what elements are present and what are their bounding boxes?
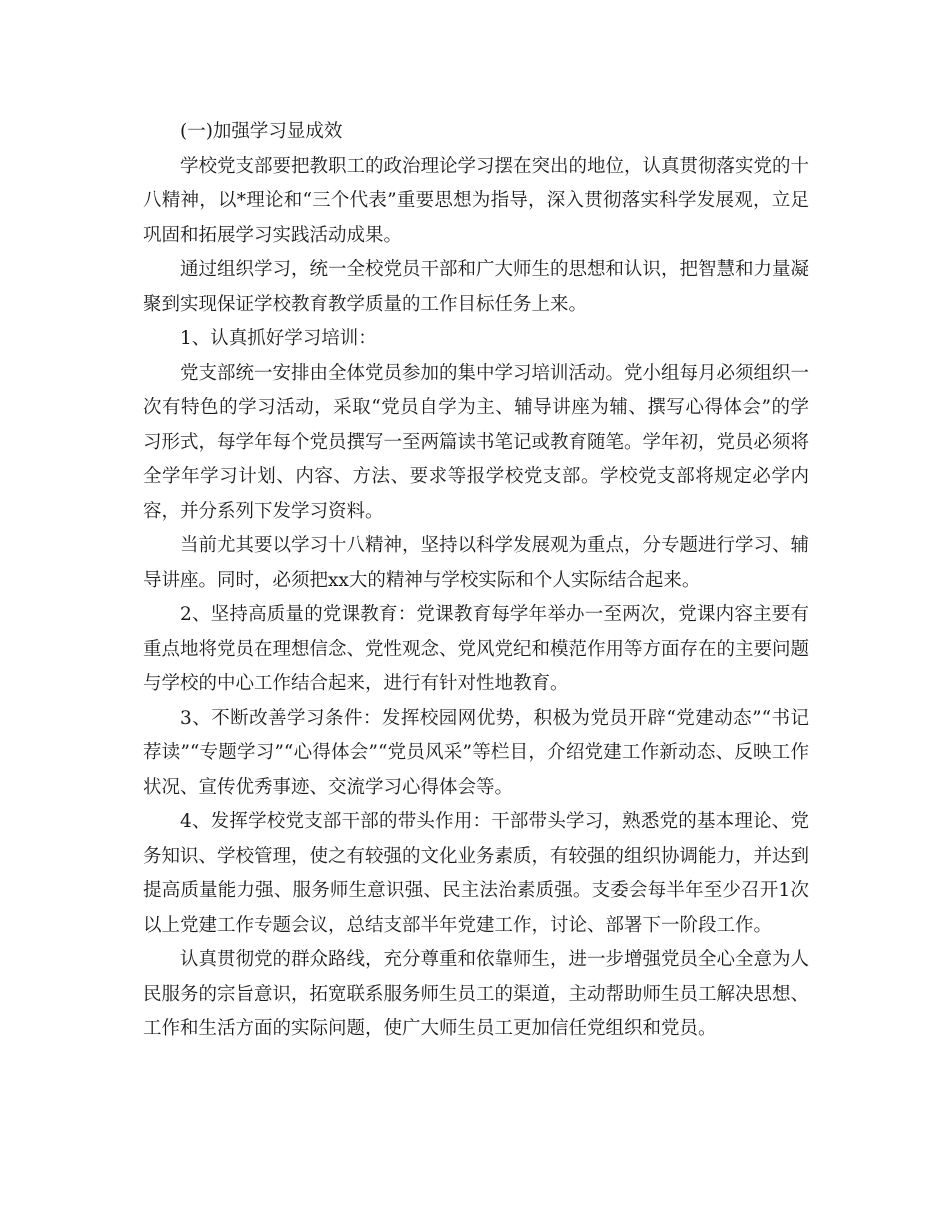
item-1-heading: 1、认真抓好学习培训： [180,328,377,349]
item-3-study-conditions: 3、不断改善学习条件：发挥校园网优势，积极为党员开辟“党建动态”“书记荐读”“专题学习”“心得体会”“党员风采”等栏目，介绍党建工作新动态、反映工作状况、宣传优秀事迹、交流学习心得体会等。 [143,707,809,798]
document-body [143,115,809,1047]
paragraph-political-study: 学校党支部要把教职工的政治理论学习摆在突出的地位，认真贯彻落实党的十八精神，以*理论和“三个代表”重要思想为指导，深入贯彻落实科学发展观，立足巩固和拓展学习实践活动成果。 [143,155,810,246]
paragraph-training-activities: 党支部统一安排由全体党员参加的集中学习培训活动。党小组每月必须组织一次有特色的学习活动，采取“党员自学为主、辅导讲座为辅、撰写心得体会”的学习形式，每学年每个党员撰写一至两篇读书笔记或教育随笔。学年初，党员必须将全学年学习计划、内容、方法、要求等报学校党支部。学校党支部将规定必学内容，并分系列下发学习资料。 [143,362,810,522]
item-4-leading-role: 4、发挥学校党支部干部的带头作用：干部带头学习，熟悉党的基本理论、党务知识、学校管理，使之有较强的文化业务素质，有较强的组织协调能力，并达到提高质量能力强、服务师生意识强、民主法治素质强。支委会每半年至少召开1次以上党建工作专题会议，总结支部半年党建工作，讨论、部署下一阶段工作。 [143,811,810,936]
item-2-party-lessons: 2、坚持高质量的党课教育：党课教育每学年举办一至两次，党课内容主要有重点地将党员在理想信念、党性观念、党风党纪和模范作用等方面存在的主要问题与学校的中心工作结合起来，进行有针对性地教育。 [143,604,810,694]
section-heading: (一)加强学习显成效 [180,121,343,142]
paragraph-current-focus: 当前尤其要以学习十八精神，坚持以科学发展观为重点，分专题进行学习、辅导讲座。同时，必须把xx大的精神与学校实际和个人实际结合起来。 [143,535,810,591]
paragraph-mass-line: 认真贯彻党的群众路线，充分尊重和依靠师生，进一步增强党员全心全意为人民服务的宗旨意识，拓宽联系服务师生员工的渠道，主动帮助师生员工解决思想、工作和生活方面的实际问题，使广大师生员工更加信任党组织和党员。 [143,949,810,1039]
paragraph-organize-study: 通过组织学习，统一全校党员干部和广大师生的思想和认识，把智慧和力量凝聚到实现保证学校教育教学质量的工作目标任务上来。 [143,259,810,315]
